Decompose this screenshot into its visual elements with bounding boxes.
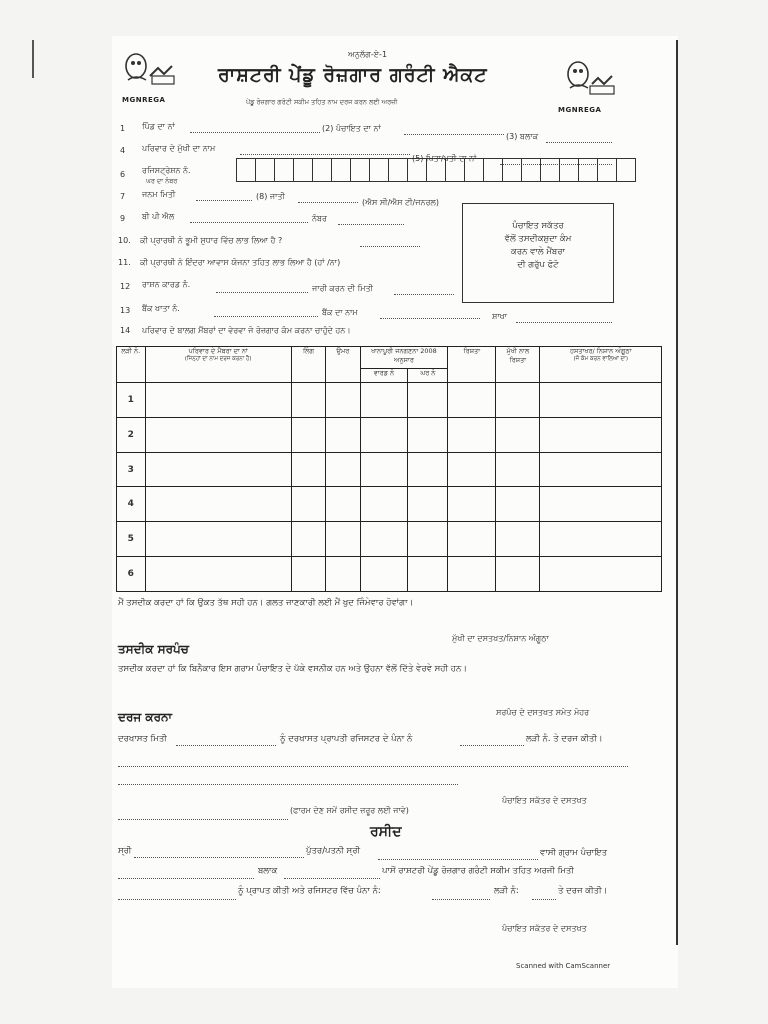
cell-relation[interactable] — [448, 557, 496, 592]
register-page-input[interactable] — [460, 737, 524, 746]
group-photo-box — [462, 203, 614, 303]
receipt-village-label: ਵਾਸੀ ਗ੍ਰਾਮ ਪੰਚਾਇਤ — [540, 848, 608, 858]
cell-gender[interactable] — [291, 383, 325, 418]
field-panchayat-input[interactable] — [404, 126, 504, 135]
field-7-num: 7 — [120, 192, 126, 201]
receipt-block-input[interactable] — [284, 870, 380, 879]
photo-box-line-3: ਕਰਨ ਵਾਲੇ ਮੈਂਬਰਾ — [511, 247, 565, 257]
receipt-page-input[interactable] — [432, 891, 490, 900]
table-row — [117, 452, 662, 487]
field-bank-name-input[interactable] — [380, 310, 480, 319]
field-land-reform-label: ਕੀ ਪ੍ਰਾਰਥੀ ਨੇ ਭੂਮੀ ਸੁਧਾਰ ਵਿੱਚ ਲਾਭ ਲਿਆ ਹੈ ? — [140, 236, 283, 245]
cell-gender[interactable] — [291, 452, 325, 487]
cell-house[interactable] — [408, 487, 448, 522]
field-bank-account-input[interactable] — [214, 308, 318, 317]
cell-age[interactable] — [326, 522, 360, 557]
field-caste-input[interactable] — [298, 194, 358, 203]
cell-age[interactable] — [326, 487, 360, 522]
cell-ward[interactable] — [360, 522, 408, 557]
col-census-ward: ਵਾਰਡ ਨੰ — [360, 369, 408, 383]
receipt-block-label: ਬਲਾਕ — [258, 866, 278, 876]
field-head-name-input[interactable] — [240, 146, 410, 155]
gandhi-logo-right-icon — [556, 56, 618, 104]
cell-signature[interactable] — [540, 487, 662, 522]
field-4-num: 4 — [120, 146, 126, 155]
cell-gender[interactable] — [291, 417, 325, 452]
photo-box-line-1: ਪੰਚਾਇਤ ਸਕੱਤਰ — [512, 221, 564, 231]
cell-gender[interactable] — [291, 487, 325, 522]
table-row — [117, 522, 662, 557]
cell-ward[interactable] — [360, 557, 408, 592]
field-bank-name-label: ਬੈਂਕ ਦਾ ਨਾਮ — [322, 308, 358, 317]
row-number: 6 — [117, 557, 146, 592]
receipt-serial-input[interactable] — [532, 891, 556, 900]
row-number: 1 — [117, 383, 146, 418]
field-11-num: 11. — [118, 258, 131, 267]
field-12-num: 12 — [120, 282, 131, 291]
head-signature-label: ਮੁੱਖੀ ਦਾ ਦਸਤਖਤ/ਨਿਸ਼ਾਨ ਅੰਗੂਠਾ — [452, 634, 549, 643]
table-row — [117, 417, 662, 452]
receipt-entered-label: ਤੇ ਦਰਜ ਕੀਤੀ। — [558, 886, 608, 896]
page-edge — [676, 40, 678, 945]
table-row — [117, 557, 662, 592]
cell-ward[interactable] — [360, 383, 408, 418]
col-signature — [540, 347, 662, 383]
receipt-relation-input[interactable] — [378, 851, 538, 860]
field-panchayat-label: (2) ਪੰਚਾਇਤ ਦਾ ਨਾਂ — [322, 124, 381, 133]
field-ration-input[interactable] — [216, 284, 308, 293]
secretary-signature-label: ਪੰਚਾਇਤ ਸਕੱਤਰ ਦੇ ਦਸਤਖਤ — [502, 796, 587, 805]
field-bpl-number-input[interactable] — [338, 216, 404, 225]
register-blank-line-2[interactable] — [118, 776, 458, 785]
col-census-house: ਘਰ ਨੰ — [408, 369, 448, 383]
verify-heading: ਤਸਦੀਕ ਸਰਪੰਚ — [118, 642, 189, 656]
table-row — [117, 383, 662, 418]
register-date-input[interactable] — [176, 737, 276, 746]
cell-relation[interactable] — [448, 383, 496, 418]
col-member-name-sub: (ਜਿਨ੍ਹਾਂ ਦਾ ਨਾਮ ਦਰਜ ਕਰਨਾ ਹੈ) — [184, 356, 252, 362]
cell-name[interactable] — [145, 487, 291, 522]
cell-head-relation[interactable] — [496, 487, 540, 522]
field-dob-input[interactable] — [196, 192, 252, 201]
declaration-text: ਮੈਂ ਤਸਦੀਕ ਕਰਦਾ ਹਾਂ ਕਿ ਉਕਤ ਤੱਥ ਸਹੀ ਹਨ। ਗਲਤ ਜਾਣਕਾਰੀ ਲਈ ਮੈਂ ਖੁਦ ਜਿੰਮੇਵਾਰ ਹੋਵਾਂਗਾ। — [118, 598, 414, 608]
field-land-reform-input[interactable] — [360, 238, 420, 247]
cell-relation[interactable] — [448, 522, 496, 557]
receipt-scheme-text: ਪਾਸੋਂ ਰਾਸ਼ਟਰੀ ਪੇਂਡੂ ਰੋਜ਼ਗਾਰ ਗਰੰਟੀ ਸਕੀਮ ਤਹਿਤ ਅਰਜੀ ਮਿਤੀ — [382, 866, 574, 876]
cell-name[interactable] — [145, 383, 291, 418]
cell-name[interactable] — [145, 557, 291, 592]
field-village-input[interactable] — [190, 124, 320, 133]
register-heading: ਦਰਜ ਕਰਨਾ — [118, 710, 172, 724]
annex-label: ਅਨੁਲੱਗ-ਏ-1 — [348, 50, 388, 59]
logo-right-text: MGNREGA — [558, 106, 602, 114]
field-13-num: 13 — [120, 306, 131, 315]
cell-name[interactable] — [145, 522, 291, 557]
field-10-num: 10. — [118, 236, 131, 245]
cell-name[interactable] — [145, 417, 291, 452]
receipt-relation-label: ਪੁੱਤਰ/ਪਤਨੀ ਸ੍ਰੀ — [306, 846, 361, 856]
col-signature-sub: (ਜੋ ਕੰਮ ਕਰਨ ਵਾਲਿਆਂ ਦਾ) — [573, 356, 629, 362]
members-table — [116, 346, 662, 592]
cell-relation[interactable] — [448, 417, 496, 452]
cell-relation[interactable] — [448, 452, 496, 487]
receipt-village-input[interactable] — [118, 870, 254, 879]
receipt-serial-label: ਲੜੀ ਨੰ: — [494, 886, 519, 896]
field-branch-label: ਸ਼ਾਖਾ — [492, 312, 507, 321]
gandhi-logo-left-icon — [118, 48, 180, 96]
cell-ward[interactable] — [360, 487, 408, 522]
field-ration-date-label: ਜਾਰੀ ਕਰਨ ਦੀ ਮਿਤੀ — [312, 284, 373, 293]
cell-ward[interactable] — [360, 452, 408, 487]
cell-ward[interactable] — [360, 417, 408, 452]
cell-age[interactable] — [326, 452, 360, 487]
register-serial-label: ਲੜੀ ਨੰ. ਤੇ ਦਰਜ ਕੀਤੀ। — [526, 734, 603, 744]
receipt-register-text: ਨੂੰ ਪ੍ਰਾਪਤ ਕੀਤੀ ਅਤੇ ਰਜਿਸਟਰ ਵਿੱਚ ਪੰਨਾ ਨੰ: — [238, 886, 381, 896]
verify-text: ਤਸਦੀਕ ਕਰਦਾ ਹਾਂ ਕਿ ਬਿਨੈਕਾਰ ਇਸ ਗਰਾਮ ਪੰਚਾਇਤ ਦੇ ਪੱਕੇ ਵਸਨੀਕ ਹਨ ਅਤੇ ਉਹਨਾ ਵੱਲੋਂ ਦਿੱਤੇ ਵੇਰਵੇ ਸਹੀ ਹਨ। — [118, 664, 468, 674]
row-number: 3 — [117, 452, 146, 487]
cell-age[interactable] — [326, 417, 360, 452]
field-bpl-label: ਬੀ ਪੀ ਐਲ — [142, 212, 175, 221]
col-member-name — [145, 347, 291, 383]
field-village-label: ਪਿੰਡ ਦਾ ਨਾਂ — [142, 122, 175, 131]
logo-left-text: MGNREGA — [122, 96, 166, 104]
field-ration-label: ਰਾਸ਼ਨ ਕਾਰਡ ਨੰ. — [142, 280, 191, 289]
scanner-watermark: Scanned with CamScanner — [516, 962, 611, 970]
col-serial: ਲੜੀ ਨੰ. — [117, 347, 146, 383]
field-6-num: 6 — [120, 170, 126, 179]
photo-box-line-4: ਦੀ ਗਰੁੱਪ ਫੋਟੋ — [517, 260, 559, 270]
field-registration-sub: ਘਰ ਦਾ ਨੰਬਰ — [146, 177, 178, 185]
photo-box-line-2: ਵੱਲੋਂ ਤਸਦੀਕਸ਼ੁਦਾ ਕੰਮ — [504, 234, 572, 244]
row-number: 2 — [117, 417, 146, 452]
field-dob-label: ਜਨਮ ਮਿਤੀ — [142, 190, 176, 199]
sarpanch-signature-label: ਸਰਪੰਚ ਦੇ ਦਸਤਖਤ ਸਮੇਤ ਮੋਹਰ — [496, 708, 590, 717]
cell-age[interactable] — [326, 557, 360, 592]
register-date-label: ਦਰਖਾਸਤ ਮਿਤੀ — [118, 734, 167, 744]
receipt-secretary-signature: ਪੰਚਾਇਤ ਸਕੱਤਰ ਦੇ ਦਸਤਖਤ — [502, 924, 587, 933]
cell-signature[interactable] — [540, 383, 662, 418]
register-blank-line-3[interactable] — [118, 811, 288, 820]
col-head-relation: ਮੁੱਖੀ ਨਾਲ ਰਿਸ਼ਤਾ — [496, 347, 540, 383]
col-gender: ਲਿੰਗ — [291, 347, 325, 383]
receipt-name-input[interactable] — [134, 849, 304, 858]
field-father-label: (5) ਪਿਤਾ/ਪਤੀ ਦਾ ਨਾਂ — [412, 154, 477, 163]
cell-head-relation[interactable] — [496, 557, 540, 592]
receipt-date-input[interactable] — [118, 891, 236, 900]
field-bpl-number-label: ਨੰਬਰ — [312, 214, 327, 223]
cell-house[interactable] — [408, 522, 448, 557]
cell-name[interactable] — [145, 452, 291, 487]
field-branch-input[interactable] — [516, 314, 612, 323]
col-age: ਉਮਰ — [326, 347, 360, 383]
cell-age[interactable] — [326, 383, 360, 418]
field-9-num: 9 — [120, 214, 126, 223]
cell-house[interactable] — [408, 383, 448, 418]
scan-margin-mark — [32, 40, 34, 78]
row-number: 4 — [117, 487, 146, 522]
col-census: ਖਾਨਾਪੂਰੀ ਜਨਗਣਨਾ 2008 ਅਨੁਸਾਰ — [360, 347, 448, 369]
receipt-note: (ਫਾਰਮ ਦੇਣ ਸਮੇਂ ਰਸੀਦ ਜ਼ਰੂਰ ਲਈ ਜਾਵੇ) — [290, 806, 409, 815]
row-number: 5 — [117, 522, 146, 557]
cell-head-relation[interactable] — [496, 452, 540, 487]
cell-head-relation[interactable] — [496, 417, 540, 452]
field-caste-label: (8) ਜਾਤੀ — [256, 192, 285, 201]
cell-head-relation[interactable] — [496, 522, 540, 557]
receipt-name-label: ਸ੍ਰੀ — [118, 846, 132, 856]
field-head-name-label: ਪਰਿਵਾਰ ਦੇ ਮੁੱਖੀ ਦਾ ਨਾਮ — [142, 144, 216, 153]
field-iay-label: ਕੀ ਪ੍ਰਾਰਥੀ ਨੇ ਇੰਦਰਾ ਆਵਾਸ ਯੋਜਨਾ ਤਹਿਤ ਲਾਭ ਲਿਆ ਹੈ (ਹਾਂ /ਨਾ) — [140, 258, 341, 267]
page-title: ਰਾਸ਼ਟਰੀ ਪੇਂਡੂ ਰੋਜ਼ਗਾਰ ਗਰੰਟੀ ਐਕਟ — [218, 64, 488, 86]
field-bpl-input[interactable] — [190, 214, 308, 223]
cell-relation[interactable] — [448, 487, 496, 522]
field-registration-label: ਰਜਿਸਟ੍ਰੇਸ਼ਨ ਨੰ. — [142, 166, 191, 175]
table-row — [117, 487, 662, 522]
col-signature-title: ਹਸਤਾਖਰ/ ਨਿਸ਼ਾਨ ਅੰਗੂਠਾ — [570, 347, 632, 355]
col-relation: ਰਿਸ਼ਤਾ — [448, 347, 496, 383]
cell-house[interactable] — [408, 452, 448, 487]
registration-number-boxes[interactable] — [236, 158, 636, 182]
receipt-heading: ਰਸੀਦ — [370, 824, 402, 840]
field-block-label: (3) ਬਲਾਕ — [506, 132, 539, 141]
cell-signature[interactable] — [540, 557, 662, 592]
cell-signature[interactable] — [540, 417, 662, 452]
cell-signature[interactable] — [540, 522, 662, 557]
cell-gender[interactable] — [291, 557, 325, 592]
register-page-label: ਨੂੰ ਦਰਖਾਸਤ ਪ੍ਰਾਪਤੀ ਰਜਿਸਟਰ ਦੇ ਪੰਨਾ ਨੰ — [280, 734, 413, 744]
field-ration-date-input[interactable] — [394, 286, 454, 295]
field-caste-options: (ਐਸ ਸੀ/ਐਸ ਟੀ/ਜਨਰਲ) — [362, 198, 439, 207]
field-1-num: 1 — [120, 124, 126, 133]
field-members-label: ਪਰਿਵਾਰ ਦੇ ਬਾਲਗ ਮੈਂਬਰਾਂ ਦਾ ਵੇਰਵਾ ਜੋ ਰੋਜ਼ਗਾਰ ਕੰਮ ਕਰਨਾ ਚਾਹੁੰਦੇ ਹਨ। — [142, 326, 351, 335]
field-14-num: 14 — [120, 326, 131, 335]
page-subtitle: ਪੇਂਡੂ ਰੋਜ਼ਗਾਰ ਗਰੰਟੀ ਸਕੀਮ ਤਹਿਤ ਨਾਮ ਦਰਜ ਕਰਨ ਲਈ ਅਰਜ਼ੀ — [246, 98, 398, 106]
field-bank-account-label: ਬੈਂਕ ਖਾਤਾ ਨੰ. — [142, 304, 180, 313]
cell-house[interactable] — [408, 557, 448, 592]
register-blank-line-1[interactable] — [118, 758, 628, 767]
cell-house[interactable] — [408, 417, 448, 452]
cell-signature[interactable] — [540, 452, 662, 487]
col-member-name-title: ਪਰਿਵਾਰ ਦੇ ਮੈਂਬਰਾ ਦਾ ਨਾਂ — [188, 347, 248, 355]
cell-head-relation[interactable] — [496, 383, 540, 418]
cell-gender[interactable] — [291, 522, 325, 557]
field-block-input[interactable] — [546, 134, 612, 143]
